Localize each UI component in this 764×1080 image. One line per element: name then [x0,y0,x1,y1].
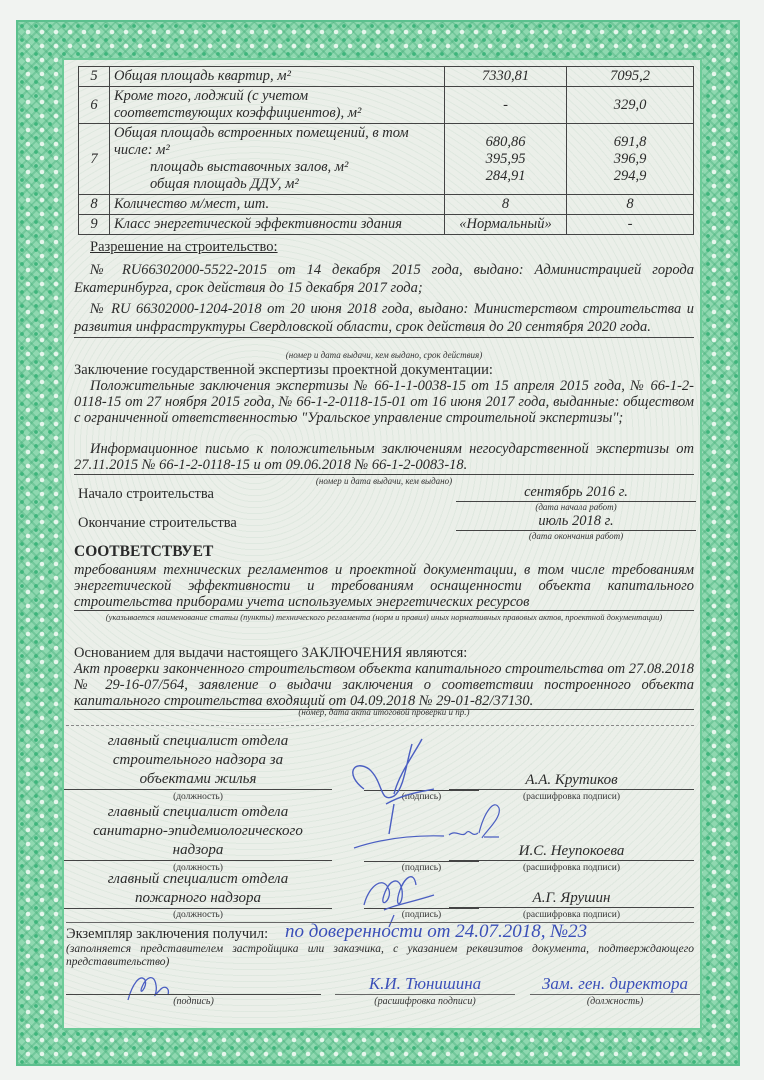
cap-name: (расшифровка подписи) [374,996,476,1007]
expertise-para-1: Положительные заключения экспертизы № 66-1-1-0038-15 от 15 апреля 2015 года, № 66-1-2-0118-15 от 27 ноября 2015 года, № 66-1-2-0118-15-01 от 16 июня 2017 года, выданные: обществом с ограниченной ответственностью "Уральское управление строительной экспертизы"; [74,378,694,426]
end-label: Окончание строительства [78,515,237,531]
receipt-caption: (заполняется представителем застройщика или заказчика, с указанием реквизитов документа, подтверждающего представительство) [66,943,694,968]
permit-caption: (номер и дата выдачи, кем выдано, срок действия) [285,350,483,360]
expertise-heading: Заключение государственной экспертизы проектной документации: [74,362,493,378]
receiver-name: К.И. Тюнишина [335,974,515,995]
start-label: Начало строительства [78,486,214,502]
receiver-position: Зам. ген. директора [530,974,700,995]
permit-item-2: № RU 66302000-1204-2018 от 20 июня 2018 года, выдано: Министерством строительства и развития инфраструктуры Свердловской области, срок действия до 20 сентября 2020 года. [74,300,694,338]
basis-text: Акт проверки законченного строительством объекта капитального строительства от 27.08.2018 № 29-16-07/564, заявление о выдачи заключения о соответствии построенного объекта капитального строительства входящий от 04.09.2018 № 29-01-82/37130. [74,661,694,709]
start-value: сентябрь 2016 г. [456,484,696,502]
end-caption: (дата окончания работ) [528,531,624,541]
receipt-label: Экземпляр заключения получил: [66,926,269,942]
expertise-caption: (номер и дата выдачи, кем выдано) [315,476,453,486]
conformity-text: требованиям технических регламентов и проектной документации, в том числе требованиям энергетической эффективности и требованиям оснащенности объекта капитального строительства приборами учета используемых энергетических ресурсов [74,562,694,610]
start-caption: (дата начала работ) [535,502,617,512]
table-row: 5 Общая площадь квартир, м² 7330,81 7095,2 [79,67,694,87]
conformity-heading: СООТВЕТСТВУЕТ [74,543,214,560]
receipt-handwritten: по доверенности от 24.07.2018, №23 [285,921,588,942]
expertise-para-2: Информационное письмо к положительным заключениям негосударственной экспертизы от 27.11.2015 № 66-1-2-0118-15 и от 09.06.2018 № 66-1-2-0083-18. [74,441,694,473]
table-row: 8 Количество м/мест, шт. 8 8 [79,195,694,215]
basis-caption: (номер, дата акта итоговой проверки и пр.) [298,707,470,717]
building-data-table [78,66,694,235]
signature-yarushin [354,855,444,930]
table-row: 7 Общая площадь встроенных помещений, в том числе: м² площадь выставочных залов, м² общая площадь ДДУ, м² 680,86 395,95 284,91 691,8 396,9 294,9 [79,124,694,195]
cap-position: (должность) [586,996,644,1007]
cap-signature: (подпись) [173,996,214,1007]
permit-heading: Разрешение на строительство: [90,239,278,255]
table-row: 6 Кроме того, лоджий (с учетом соответствующих коэффициентов), м² - 329,0 [79,87,694,124]
divider [66,725,694,726]
permit-item-1: № RU66302000-5522-2015 от 14 декабря 2015 года, выдано: Администрацией города Екатеринбурга, срок действия до 15 декабря 2017 года; [74,262,694,296]
table-row: 9 Класс энергетической эффективности здания «Нормальный» - [79,215,694,235]
conformity-caption: (указывается наименование статьи (пункты) технического регламента (норм и правил) иных нормативных правовых актов, проектной документации) [105,612,663,622]
basis-heading: Основанием для выдачи настоящего ЗАКЛЮЧЕНИЯ являются: [74,645,468,661]
end-value: июль 2018 г. [456,513,696,531]
